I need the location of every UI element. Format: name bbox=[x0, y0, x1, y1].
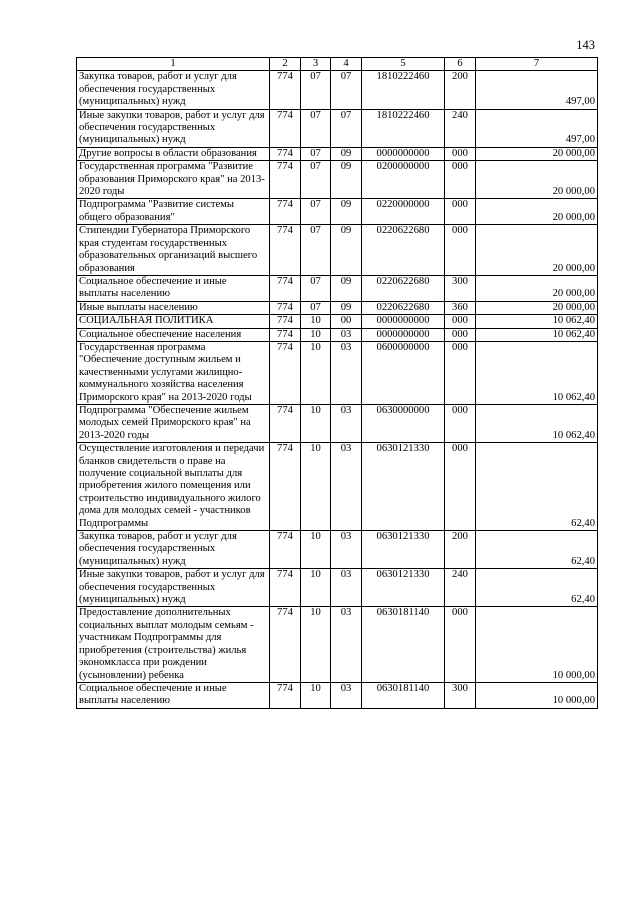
row-section-code-cell: 10 bbox=[301, 443, 331, 531]
row-amount-cell: 497,00 bbox=[476, 109, 598, 147]
row-expense-type-cell: 000 bbox=[445, 199, 476, 225]
row-amount-cell: 20 000,00 bbox=[476, 147, 598, 160]
row-section-code-cell: 10 bbox=[301, 531, 331, 569]
row-expense-type-cell: 000 bbox=[445, 315, 476, 328]
row-name-cell: Предоставление дополнительных социальных выплат молодым семьям - участникам Подпрограммы для приобретения (строительства) жилья экономкласса при рождении (усыновлении) ребенка bbox=[77, 607, 270, 682]
row-subsection-code-cell: 07 bbox=[331, 109, 362, 147]
row-amount-cell: 62,40 bbox=[476, 569, 598, 607]
row-target-article-cell: 0600000000 bbox=[362, 341, 445, 404]
table-row bbox=[77, 71, 598, 109]
page-number: 143 bbox=[576, 38, 595, 52]
row-subsection-code-cell: 03 bbox=[331, 328, 362, 341]
table-row bbox=[77, 225, 598, 276]
row-expense-type-cell: 240 bbox=[445, 569, 476, 607]
row-expense-type-cell: 000 bbox=[445, 404, 476, 442]
row-section-code-cell: 07 bbox=[301, 275, 331, 301]
row-section-code-cell: 07 bbox=[301, 71, 331, 109]
row-target-article-cell: 0000000000 bbox=[362, 147, 445, 160]
row-section-code-cell: 10 bbox=[301, 315, 331, 328]
row-amount-cell: 10 062,40 bbox=[476, 404, 598, 442]
table-row bbox=[77, 161, 598, 199]
row-target-article-cell: 0630121330 bbox=[362, 531, 445, 569]
row-name-cell: Государственная программа "Развитие образования Приморского края" на 2013-2020 годы bbox=[77, 161, 270, 199]
row-subsection-code-cell: 09 bbox=[331, 301, 362, 314]
row-expense-type-cell: 000 bbox=[445, 161, 476, 199]
row-target-article-cell: 1810222460 bbox=[362, 109, 445, 147]
row-name-cell: Подпрограмма "Развитие системы общего образования" bbox=[77, 199, 270, 225]
row-department-code-cell: 774 bbox=[270, 404, 301, 442]
row-amount-cell: 10 062,40 bbox=[476, 328, 598, 341]
row-name-cell: Осуществление изготовления и передачи бланков свидетельств о праве на получение социальной выплаты для приобретения жилого помещения или строительство индивидуального жилого дома для молодых семей - участников Подпрограммы bbox=[77, 443, 270, 531]
header-cell-7: 7 bbox=[476, 58, 598, 71]
row-subsection-code-cell: 09 bbox=[331, 225, 362, 276]
row-amount-cell: 497,00 bbox=[476, 71, 598, 109]
header-cell-3: 3 bbox=[301, 58, 331, 71]
row-subsection-code-cell: 03 bbox=[331, 443, 362, 531]
row-department-code-cell: 774 bbox=[270, 109, 301, 147]
row-department-code-cell: 774 bbox=[270, 275, 301, 301]
row-target-article-cell: 0630181140 bbox=[362, 607, 445, 682]
table-row bbox=[77, 301, 598, 314]
table-row bbox=[77, 569, 598, 607]
row-department-code-cell: 774 bbox=[270, 569, 301, 607]
row-amount-cell: 20 000,00 bbox=[476, 275, 598, 301]
row-expense-type-cell: 200 bbox=[445, 531, 476, 569]
row-name-cell: Социальное обеспечение и иные выплаты населению bbox=[77, 682, 270, 708]
row-department-code-cell: 774 bbox=[270, 71, 301, 109]
row-subsection-code-cell: 09 bbox=[331, 275, 362, 301]
row-department-code-cell: 774 bbox=[270, 199, 301, 225]
row-section-code-cell: 07 bbox=[301, 109, 331, 147]
row-amount-cell: 62,40 bbox=[476, 443, 598, 531]
table-row bbox=[77, 341, 598, 404]
row-department-code-cell: 774 bbox=[270, 161, 301, 199]
row-subsection-code-cell: 03 bbox=[331, 682, 362, 708]
table-row bbox=[77, 275, 598, 301]
row-expense-type-cell: 000 bbox=[445, 607, 476, 682]
header-cell-4: 4 bbox=[331, 58, 362, 71]
row-target-article-cell: 0000000000 bbox=[362, 328, 445, 341]
row-subsection-code-cell: 03 bbox=[331, 341, 362, 404]
row-name-cell: Закупка товаров, работ и услуг для обеспечения государственных (муниципальных) нужд bbox=[77, 71, 270, 109]
row-subsection-code-cell: 03 bbox=[331, 404, 362, 442]
row-department-code-cell: 774 bbox=[270, 341, 301, 404]
row-target-article-cell: 0630000000 bbox=[362, 404, 445, 442]
row-department-code-cell: 774 bbox=[270, 443, 301, 531]
row-target-article-cell: 0630121330 bbox=[362, 443, 445, 531]
row-department-code-cell: 774 bbox=[270, 682, 301, 708]
row-section-code-cell: 07 bbox=[301, 225, 331, 276]
table-row bbox=[77, 443, 598, 531]
row-section-code-cell: 07 bbox=[301, 199, 331, 225]
row-section-code-cell: 07 bbox=[301, 147, 331, 160]
budget-table bbox=[76, 57, 598, 709]
row-target-article-cell: 0000000000 bbox=[362, 315, 445, 328]
row-department-code-cell: 774 bbox=[270, 225, 301, 276]
table-row bbox=[77, 147, 598, 160]
row-expense-type-cell: 200 bbox=[445, 71, 476, 109]
row-subsection-code-cell: 09 bbox=[331, 161, 362, 199]
row-section-code-cell: 10 bbox=[301, 404, 331, 442]
row-section-code-cell: 10 bbox=[301, 341, 331, 404]
row-subsection-code-cell: 00 bbox=[331, 315, 362, 328]
header-cell-6: 6 bbox=[445, 58, 476, 71]
row-amount-cell: 20 000,00 bbox=[476, 301, 598, 314]
row-subsection-code-cell: 03 bbox=[331, 531, 362, 569]
row-target-article-cell: 0220622680 bbox=[362, 275, 445, 301]
row-name-cell: Социальное обеспечение и иные выплаты населению bbox=[77, 275, 270, 301]
row-section-code-cell: 10 bbox=[301, 607, 331, 682]
row-section-code-cell: 10 bbox=[301, 328, 331, 341]
table-body bbox=[77, 58, 598, 709]
row-target-article-cell: 0200000000 bbox=[362, 161, 445, 199]
row-target-article-cell: 0220622680 bbox=[362, 301, 445, 314]
row-expense-type-cell: 000 bbox=[445, 341, 476, 404]
row-name-cell: Стипендии Губернатора Приморского края студентам государственных образовательных организаций высшего образования bbox=[77, 225, 270, 276]
row-name-cell: Государственная программа "Обеспечение доступным жильем и качественными услугами жилищно-коммунального хозяйства населения Приморского края" на 2013-2020 годы bbox=[77, 341, 270, 404]
row-expense-type-cell: 000 bbox=[445, 328, 476, 341]
row-amount-cell: 62,40 bbox=[476, 531, 598, 569]
row-target-article-cell: 0220000000 bbox=[362, 199, 445, 225]
row-expense-type-cell: 240 bbox=[445, 109, 476, 147]
table-row bbox=[77, 531, 598, 569]
row-name-cell: Иные закупки товаров, работ и услуг для обеспечения государственных (муниципальных) нужд bbox=[77, 569, 270, 607]
header-cell-5: 5 bbox=[362, 58, 445, 71]
row-department-code-cell: 774 bbox=[270, 607, 301, 682]
row-subsection-code-cell: 09 bbox=[331, 147, 362, 160]
table-row bbox=[77, 109, 598, 147]
row-target-article-cell: 0630181140 bbox=[362, 682, 445, 708]
row-name-cell: Подпрограмма "Обеспечение жильем молодых семей Приморского края" на 2013-2020 годы bbox=[77, 404, 270, 442]
row-expense-type-cell: 300 bbox=[445, 275, 476, 301]
row-section-code-cell: 07 bbox=[301, 301, 331, 314]
row-amount-cell: 10 000,00 bbox=[476, 682, 598, 708]
row-section-code-cell: 10 bbox=[301, 682, 331, 708]
row-department-code-cell: 774 bbox=[270, 328, 301, 341]
row-amount-cell: 20 000,00 bbox=[476, 161, 598, 199]
table-row bbox=[77, 328, 598, 341]
row-name-cell: Закупка товаров, работ и услуг для обеспечения государственных (муниципальных) нужд bbox=[77, 531, 270, 569]
row-expense-type-cell: 000 bbox=[445, 225, 476, 276]
row-department-code-cell: 774 bbox=[270, 301, 301, 314]
header-cell-1: 1 bbox=[77, 58, 270, 71]
row-amount-cell: 10 062,40 bbox=[476, 315, 598, 328]
header-cell-2: 2 bbox=[270, 58, 301, 71]
row-name-cell: Другие вопросы в области образования bbox=[77, 147, 270, 160]
row-subsection-code-cell: 09 bbox=[331, 199, 362, 225]
row-expense-type-cell: 360 bbox=[445, 301, 476, 314]
table-row bbox=[77, 199, 598, 225]
row-department-code-cell: 774 bbox=[270, 315, 301, 328]
row-section-code-cell: 10 bbox=[301, 569, 331, 607]
row-amount-cell: 20 000,00 bbox=[476, 199, 598, 225]
row-subsection-code-cell: 07 bbox=[331, 71, 362, 109]
row-expense-type-cell: 000 bbox=[445, 443, 476, 531]
row-amount-cell: 10 000,00 bbox=[476, 607, 598, 682]
row-name-cell: Иные закупки товаров, работ и услуг для обеспечения государственных (муниципальных) нужд bbox=[77, 109, 270, 147]
row-department-code-cell: 774 bbox=[270, 531, 301, 569]
row-amount-cell: 20 000,00 bbox=[476, 225, 598, 276]
row-name-cell: Социальное обеспечение населения bbox=[77, 328, 270, 341]
row-section-code-cell: 07 bbox=[301, 161, 331, 199]
row-amount-cell: 10 062,40 bbox=[476, 341, 598, 404]
row-target-article-cell: 0220622680 bbox=[362, 225, 445, 276]
row-name-cell: Иные выплаты населению bbox=[77, 301, 270, 314]
row-subsection-code-cell: 03 bbox=[331, 569, 362, 607]
row-expense-type-cell: 000 bbox=[445, 147, 476, 160]
table-row bbox=[77, 404, 598, 442]
table-row bbox=[77, 607, 598, 682]
table-row bbox=[77, 682, 598, 708]
row-target-article-cell: 1810222460 bbox=[362, 71, 445, 109]
table-row bbox=[77, 315, 598, 328]
row-target-article-cell: 0630121330 bbox=[362, 569, 445, 607]
row-department-code-cell: 774 bbox=[270, 147, 301, 160]
row-subsection-code-cell: 03 bbox=[331, 607, 362, 682]
header-row bbox=[77, 58, 598, 71]
row-expense-type-cell: 300 bbox=[445, 682, 476, 708]
row-name-cell: СОЦИАЛЬНАЯ ПОЛИТИКА bbox=[77, 315, 270, 328]
